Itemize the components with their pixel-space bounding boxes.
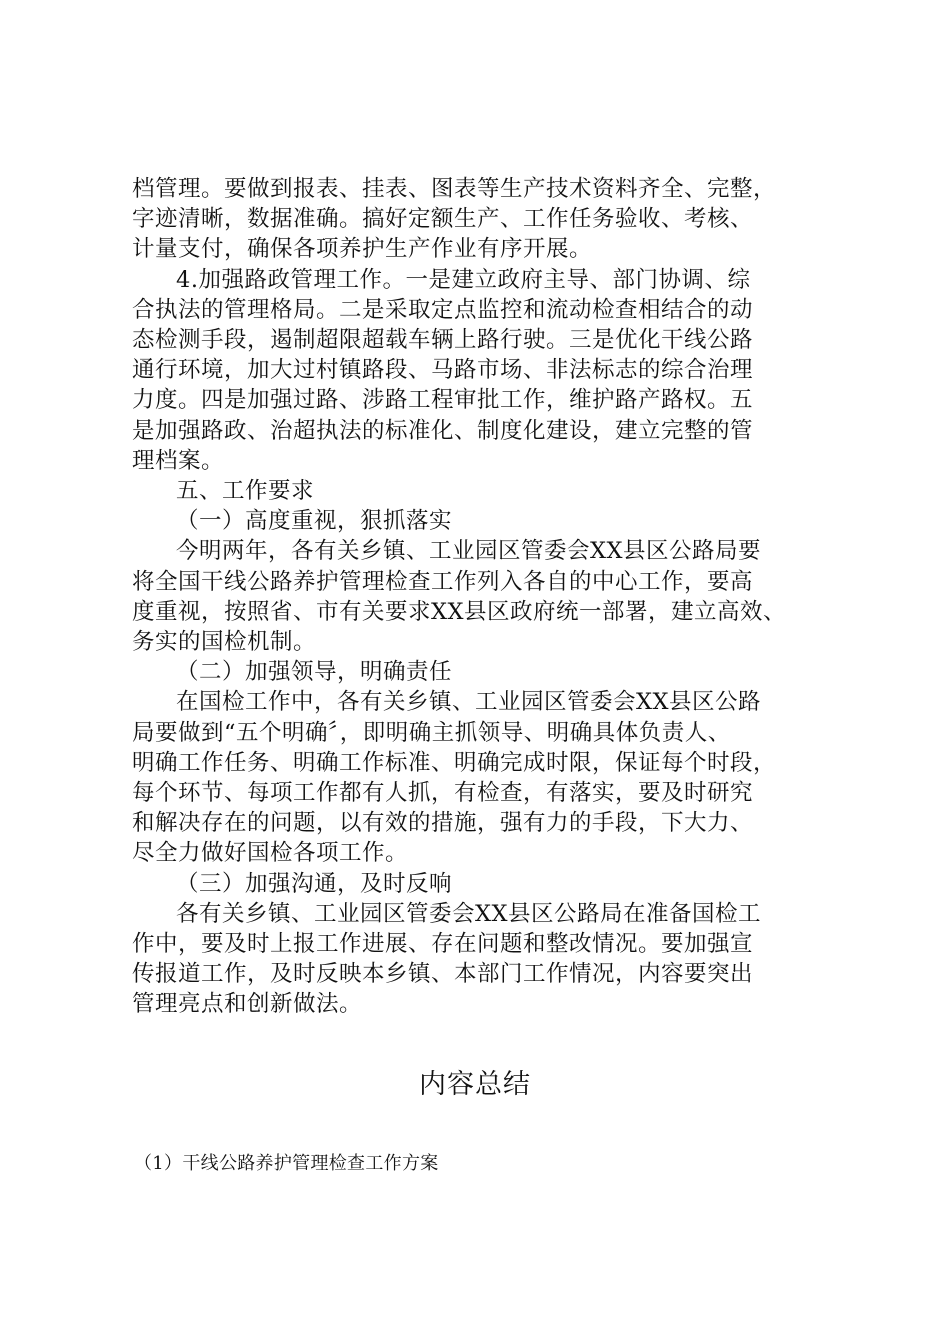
summary-item: （1）干线公路养护管理检查工作方案 [134, 1153, 439, 1174]
paragraph-start-line: 在国检工作中，各有关乡镇、工业园区管委会XX县区公路 [176, 689, 762, 716]
text-line: 档管理。要做到报表、挂表、图表等生产技术资料齐全、完整， [132, 176, 777, 202]
text-line: 合执法的管理格局。二是采取定点监控和流动检查相结合的动 [132, 296, 754, 323]
text-line: 字迹清晰，数据准确。搞好定额生产、工作任务验收、考核、 [132, 206, 754, 233]
text-line: 理档案。 [132, 447, 225, 474]
subsection-heading: （二）加强领导，明确责任 [176, 659, 453, 686]
paragraph-start-line: 各有关乡镇、工业园区管委会XX县区公路局在准备国检工 [176, 900, 762, 927]
text-line: 明确工作任务、明确工作标准、明确完成时限，保证每个时段， [132, 749, 777, 776]
text-line: 作中，要及时上报工作进展、存在问题和整改情况。要加强宣 [132, 931, 754, 958]
paragraph-start-line: 今明两年，各有关乡镇、工业园区管委会XX县区公路局要 [176, 538, 762, 565]
summary-title: 内容总结 [419, 1069, 531, 1100]
paragraph-start-line: 4.加强路政管理工作。一是建立政府主导、部门协调、综 [176, 266, 751, 293]
text-line: 将全国干线公路养护管理检查工作列入各自的中心工作，要高 [132, 568, 754, 595]
text-line: 每个环节、每项工作都有人抓，有检查，有落实，要及时研究 [132, 780, 754, 807]
body-text [132, 174, 847, 1020]
text-line: 计量支付，确保各项养护生产作业有序开展。 [132, 236, 593, 263]
subsection-heading: （一）高度重视，狠抓落实 [176, 508, 453, 535]
subsection-heading: （三）加强沟通，及时反响 [176, 870, 453, 897]
text-line: 和解决存在的问题，以有效的措施，强有力的手段，下大力、 [132, 810, 754, 837]
text-line: 管理亮点和创新做法。 [132, 991, 363, 1018]
text-line: 尽全力做好国检各项工作。 [132, 840, 409, 867]
text-line: 务实的国检机制。 [132, 629, 317, 656]
text-line: 是加强路政、治超执法的标准化、制度化建设，建立完整的管 [132, 417, 754, 444]
text-line: 传报道工作，及时反映本乡镇、本部门工作情况，内容要突出 [132, 961, 754, 988]
text-line: 局要做到“五个明确〞，即明确主抓领导、明确具体负责人、 [132, 719, 731, 746]
text-line: 通行环境，加大过村镇路段、马路市场、非法标志的综合治理 [132, 357, 754, 384]
text-line: 力度。四是加强过路、涉路工程审批工作，维护路产路权。五 [132, 387, 754, 414]
text-line: 度重视，按照省、市有关要求XX县区政府统一部署，建立高效、 [132, 598, 787, 625]
text-line: 态检测手段，遏制超限超载车辆上路行驶。三是优化干线公路 [132, 327, 754, 354]
section-heading: 五、工作要求 [176, 478, 315, 505]
